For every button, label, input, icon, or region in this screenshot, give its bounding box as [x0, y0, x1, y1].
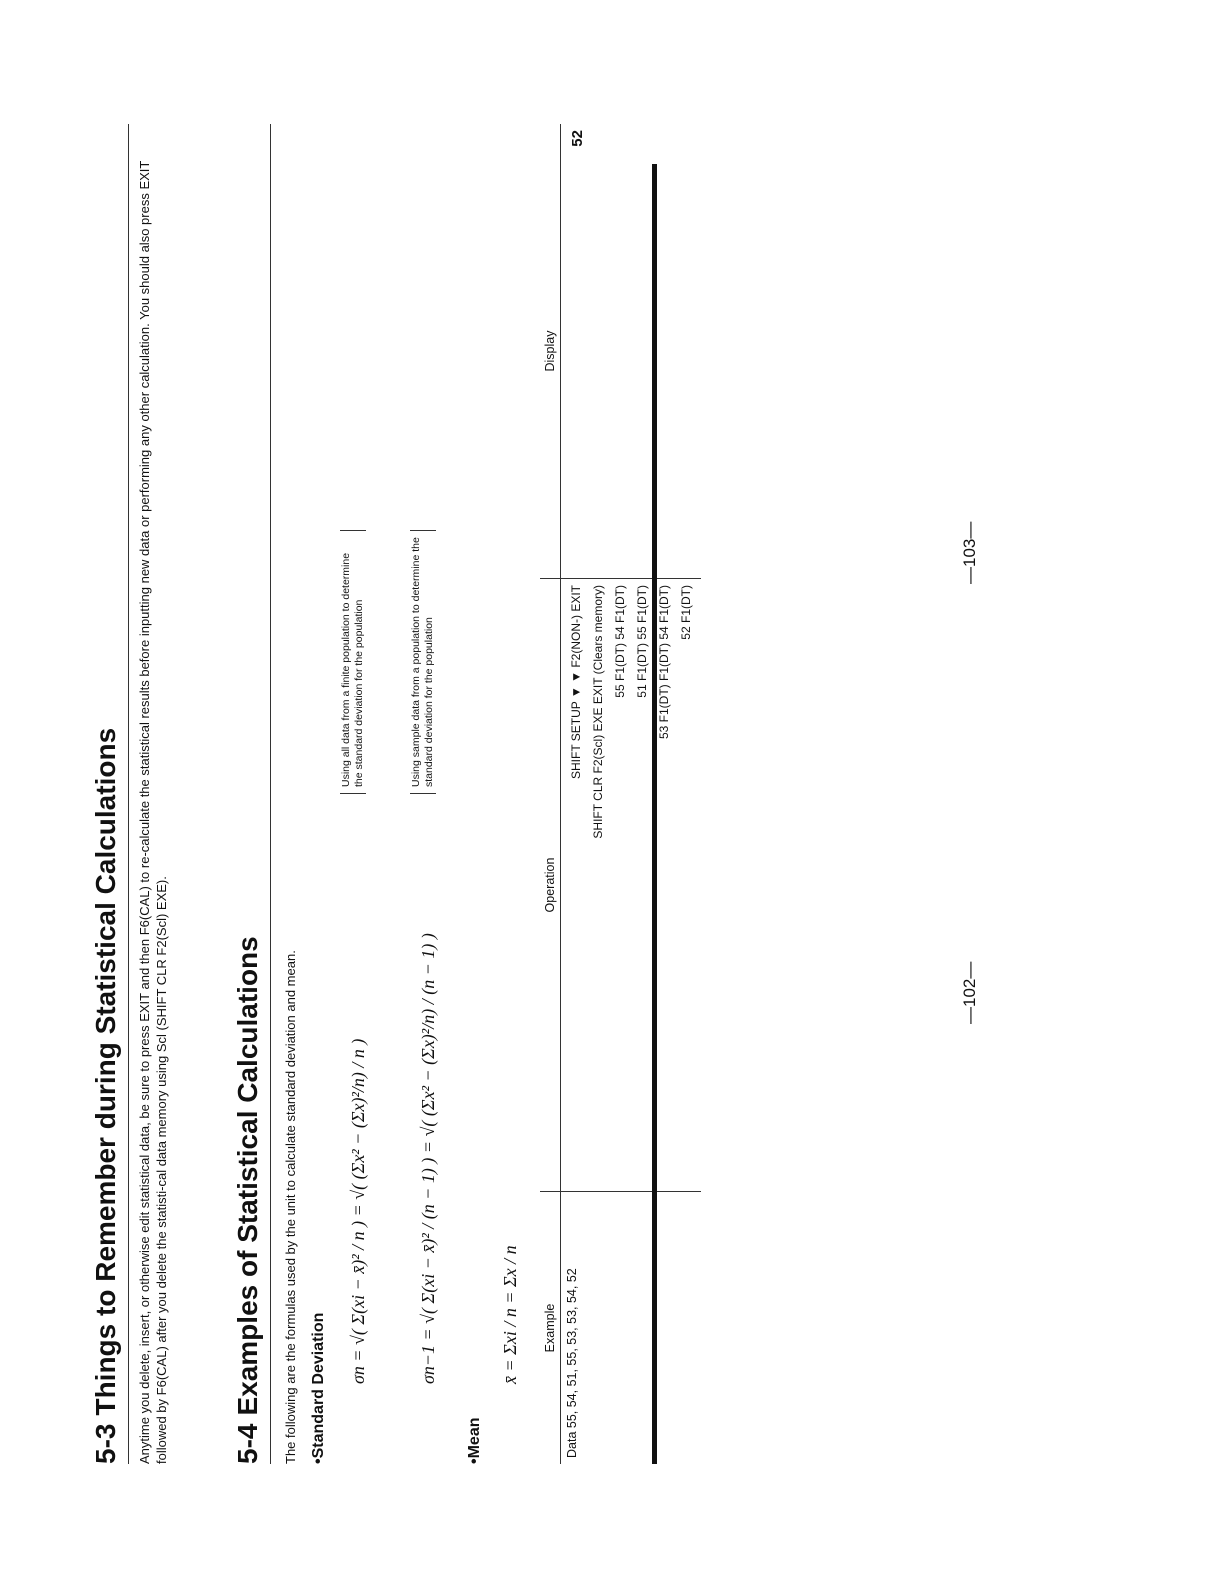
display-values: [561, 124, 702, 579]
op-step: 51 F1(DT) 55 F1(DT): [635, 585, 649, 698]
op-step: 55 F1(DT) 54 F1(DT): [613, 585, 627, 698]
formula-sigma-n: [348, 1039, 369, 1384]
section-number: 5-4: [232, 1423, 263, 1464]
note-population: Using all data from a finite population to determine the standard deviation for the population: [340, 530, 366, 794]
note-sample: Using sample data from a population to determine the standard deviation for the population: [410, 530, 436, 794]
op-step: 53 F1(DT) F1(DT) 54 F1(DT): [657, 585, 671, 740]
operation-steps: [561, 579, 702, 1192]
op-step: 52 F1(DT): [679, 585, 693, 640]
std-dev-heading: •Standard Deviation: [310, 1312, 327, 1464]
op-step: SHIFT CLR F2(Scl) EXE EXIT (Clears memory): [591, 585, 605, 839]
formula-lhs: σn−1 =: [418, 1328, 438, 1384]
example-data: Data 55, 54, 51, 55, 53, 53, 54, 52: [565, 1268, 579, 1458]
formula-mid: √( Σ(xi − x̄)² / n ): [348, 1220, 368, 1345]
page-number-102: —102—: [960, 961, 979, 1024]
col-display: Display: [540, 124, 561, 579]
section-title: Things to Remember during Statistical Calculations: [90, 727, 121, 1416]
formula-rhs: = √( (Σx² − (Σx)²/n) / (n − 1) ): [418, 933, 438, 1154]
section-5-3-heading: [90, 728, 122, 1464]
formula-mean: x̄ = Σxi / n = Σx / n: [500, 1245, 520, 1384]
section-number: 5-3: [90, 1423, 121, 1464]
page-divider: [652, 164, 657, 1464]
col-example: Example: [540, 1192, 561, 1465]
formula-rhs: = √( (Σx² − (Σx)²/n) / n ): [348, 1038, 368, 1217]
formula-mid: √( Σ(xi − x̄)² / (n − 1) ): [418, 1157, 438, 1324]
formula-sigma-n-1: [418, 933, 439, 1384]
section-5-4-body: The following are the formulas used by the unit to calculate standard deviation and mean.: [283, 950, 298, 1464]
section-5-3-body: Anytime you delete, insert, or otherwise edit statistical data, be sure to press EXIT and then F6(CAL) to re-calculate the statistical results before inputting new data or performing any other calculation. You should also press EXIT followed by F6(CAL) after you delete the statisti-cal data memory using Scl (SHIFT CLR F2(Scl) EXE).: [137, 160, 169, 1464]
section-title: Examples of Statistical Calculations: [232, 936, 263, 1416]
example-table: [540, 124, 701, 1464]
op-step: SHIFT SETUP ▼ ▼ F2(NON-) EXIT: [569, 585, 583, 779]
col-operation: Operation: [540, 579, 561, 1192]
page-number-103: —103—: [960, 521, 979, 584]
title-underline: [270, 124, 271, 1464]
formula-lhs: σn =: [348, 1349, 368, 1384]
section-5-4-heading: [232, 936, 264, 1464]
display-value: 52: [569, 130, 586, 147]
title-underline: [128, 124, 129, 1464]
mean-heading: •Mean: [466, 1417, 483, 1464]
